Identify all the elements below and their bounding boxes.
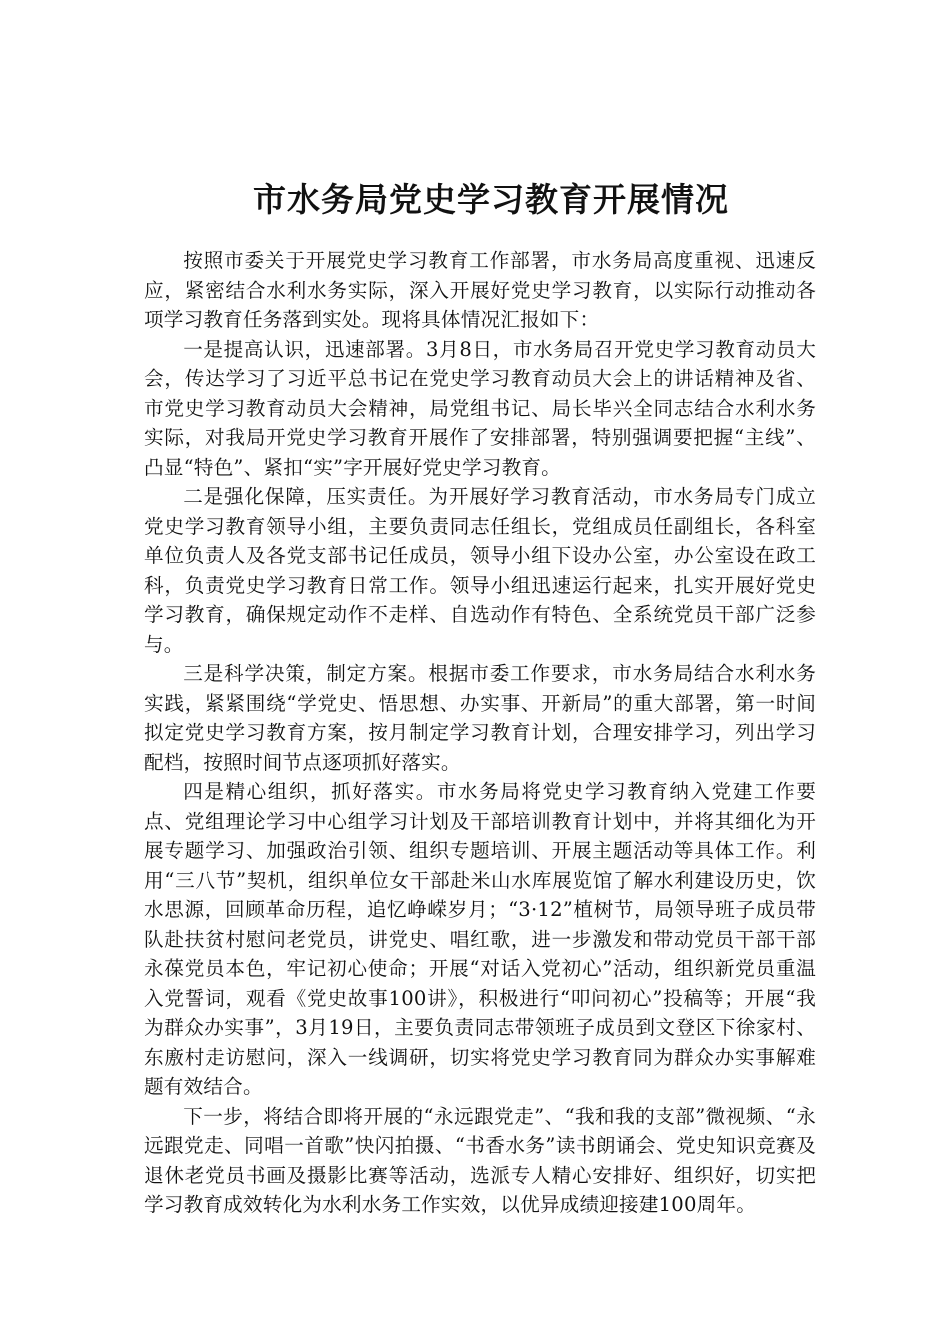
paragraph-point-3: 三是科学决策，制定方案。根据市委工作要求，市水务局结合水利水务实践，紧紧围绕“学党史、悟思想、办实事、开新局”的重大部署，第一时间拟定党史学习教育方案，按月制定学习教育计划，合理安排学习，列出学习配档，按照时间节点逐项抓好落实。 (144, 662, 816, 774)
paragraph-point-1: 一是提高认识，迅速部署。3月8日，市水务局召开党史学习教育动员大会，传达学习了习近平总书记在党史学习教育动员大会上的讲话精神及省、市党史学习教育动员大会精神，局党组书记、局长毕兴全同志结合水利水务实际，对我局开党史学习教育开展作了安排部署，特别强调要把握“主线”、凸显“特色”、紧扣“实”字开展好党史学习教育。 (144, 337, 816, 479)
paragraph-intro: 按照市委关于开展党史学习教育工作部署，市水务局高度重视、迅速反应，紧密结合水利水务实际，深入开展好党史学习教育，以实际行动推动各项学习教育任务落到实处。现将具体情况汇报如下： (144, 249, 816, 331)
document-body (144, 246, 816, 1220)
paragraph-next-steps: 下一步，将结合即将开展的“永远跟党走”、“我和我的支部”微视频、“永远跟党走、同唱一首歌”快闪拍摄、“书香水务”读书朗诵会、党史知识竞赛及退休老党员书画及摄影比赛等活动，选派专人精心安排好、组织好，切实把学习教育成效转化为水利水务工作实效，以优异成绩迎接建100周年。 (144, 1104, 816, 1216)
paragraph-point-4: 四是精心组织，抓好落实。市水务局将党史学习教育纳入党建工作要点、党组理论学习中心组学习计划及干部培训教育计划中，并将其细化为开展专题学习、加强政治引领、组织专题培训、开展主题活动等具体工作。利用“三八节”契机，组织单位女干部赴米山水库展览馆了解水利建设历史，饮水思源，回顾革命历程，追忆峥嵘岁月；“3·12”植树节，局领导班子成员带队赴扶贫村慰问老党员，讲党史、唱红歌，进一步激发和带动党员干部干部永葆党员本色，牢记初心使命；开展“对话入党初心”活动，组织新党员重温入党誓词，观看《党史故事100讲》，积极进行“叩问初心”投稿等；开展“我为群众办实事”，3月19日，主要负责同志带领班子成员到文登区下徐家村、东廒村走访慰问，深入一线调研，切实将党史学习教育同为群众办实事解难题有效结合。 (144, 780, 816, 1098)
document-title: 市水务局党史学习教育开展情况 (253, 180, 729, 219)
paragraph-point-2: 二是强化保障，压实责任。为开展好学习教育活动，市水务局专门成立党史学习教育领导小组，主要负责同志任组长，党组成员任副组长，各科室单位负责人及各党支部书记任成员，领导小组下设办公室，办公室设在政工科，负责党史学习教育日常工作。领导小组迅速运行起来，扎实开展好党史学习教育，确保规定动作不走样、自选动作有特色、全系统党员干部广泛参与。 (144, 485, 816, 656)
